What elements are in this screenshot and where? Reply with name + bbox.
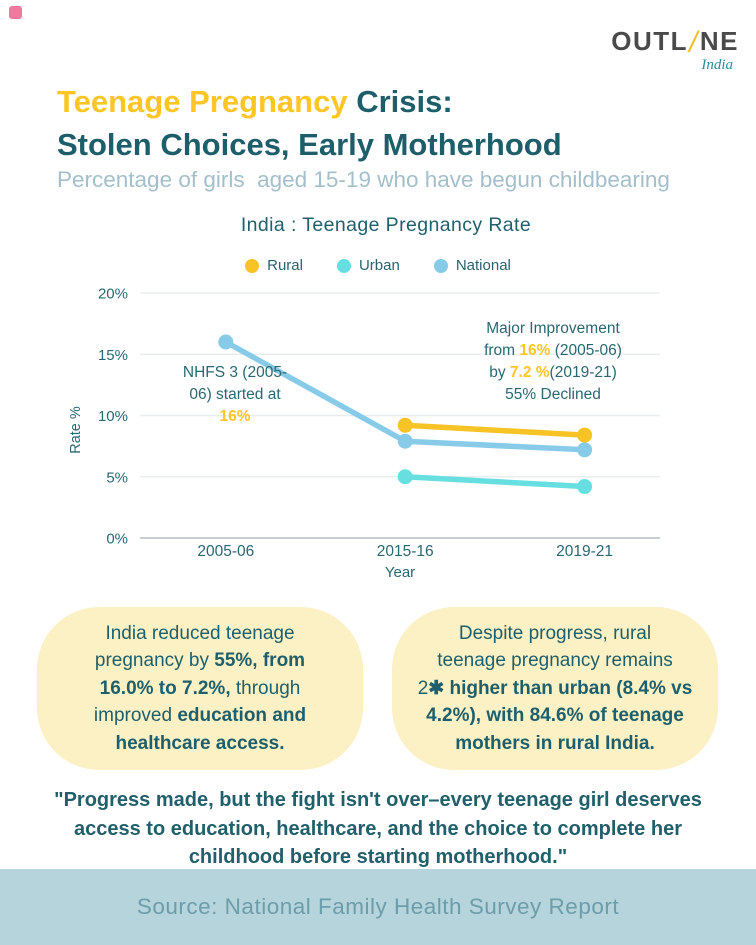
legend-label: Urban bbox=[358, 257, 400, 274]
text-segment: 16% bbox=[519, 342, 551, 359]
text-segment: 06) started at bbox=[189, 386, 281, 403]
y-tick-label: 15% bbox=[97, 346, 128, 364]
text-segment: NHFS 3 (2005- bbox=[182, 364, 288, 381]
legend-dot-icon bbox=[245, 259, 259, 273]
text-segment: teenage pregnancy remains bbox=[437, 650, 673, 672]
data-point-national bbox=[398, 434, 413, 449]
text-line bbox=[443, 384, 663, 406]
text-segment: education and bbox=[177, 705, 307, 727]
outline-india-logo bbox=[611, 26, 739, 73]
legend-item-urban bbox=[337, 257, 400, 274]
page-title-line1 bbox=[57, 80, 562, 123]
corner-marker bbox=[9, 6, 22, 19]
text-line bbox=[418, 675, 693, 703]
text-segment: 55% Declined bbox=[505, 386, 601, 403]
line-chart bbox=[60, 280, 700, 580]
text-line bbox=[94, 730, 306, 758]
y-tick-label: 0% bbox=[106, 530, 128, 548]
data-point-rural bbox=[398, 418, 413, 433]
series-line-rural bbox=[405, 425, 584, 435]
text-segment: Teenage Pregnancy bbox=[57, 84, 357, 119]
logo-part1: OUTL bbox=[611, 26, 689, 56]
page-title bbox=[57, 80, 562, 166]
text-segment: by bbox=[489, 364, 510, 381]
data-point-national bbox=[218, 335, 233, 350]
x-axis-title: Year bbox=[384, 564, 416, 581]
legend-item-national bbox=[434, 257, 511, 274]
text-segment: 7.2 % bbox=[509, 364, 550, 381]
text-segment: (2019-21) bbox=[549, 364, 617, 381]
logo-wordmark bbox=[611, 26, 739, 59]
text-line bbox=[160, 406, 310, 428]
text-line bbox=[23, 786, 733, 815]
text-line bbox=[443, 318, 663, 340]
callout-reduction bbox=[37, 607, 363, 770]
callout-rural-urban-text bbox=[418, 620, 693, 758]
annotation-start-value bbox=[160, 362, 310, 428]
footer-band bbox=[0, 869, 756, 945]
text-line bbox=[94, 702, 306, 730]
text-line bbox=[23, 815, 733, 844]
text-line bbox=[418, 702, 693, 730]
closing-quote bbox=[23, 786, 733, 872]
callout-reduction-text bbox=[94, 620, 306, 758]
legend-item-rural bbox=[245, 257, 303, 274]
data-point-national bbox=[577, 442, 592, 457]
chart-legend bbox=[0, 257, 756, 274]
text-segment: mothers in rural India. bbox=[455, 732, 655, 754]
text-line bbox=[443, 362, 663, 384]
text-segment: 2 bbox=[417, 677, 429, 699]
text-line bbox=[94, 647, 306, 675]
text-segment: Despite progress, rural bbox=[458, 622, 652, 644]
data-point-urban bbox=[398, 469, 413, 484]
text-segment: 4.2%), with 84.6% of teenage bbox=[426, 705, 684, 727]
text-segment: (2005-06) bbox=[550, 342, 622, 359]
y-axis-title: Rate % bbox=[68, 406, 84, 454]
text-segment: childhood before starting motherhood." bbox=[188, 846, 568, 868]
x-tick-label: 2005-06 bbox=[197, 543, 255, 560]
page-subtitle: Percentage of girls aged 15-19 who have begun childbearing bbox=[57, 167, 670, 192]
text-segment: improved bbox=[93, 705, 178, 727]
text-segment: from bbox=[484, 342, 520, 359]
text-line bbox=[94, 675, 306, 703]
y-tick-label: 10% bbox=[97, 408, 128, 425]
y-tick-label: 20% bbox=[97, 285, 128, 303]
text-segment: 16% bbox=[219, 408, 251, 425]
text-segment: India reduced teenage bbox=[105, 622, 295, 644]
text-line bbox=[160, 362, 310, 384]
callout-rural-urban bbox=[392, 607, 718, 770]
text-line bbox=[23, 843, 733, 872]
text-segment: Crisis: bbox=[356, 84, 453, 119]
text-segment: healthcare access. bbox=[115, 732, 285, 754]
text-line bbox=[418, 730, 693, 758]
text-segment: 55%, from bbox=[214, 650, 306, 672]
x-tick-label: 2019-21 bbox=[556, 543, 614, 560]
data-point-urban bbox=[577, 479, 592, 494]
annotation-improvement bbox=[443, 318, 663, 406]
page-title-line2: Stolen Choices, Early Motherhood bbox=[57, 127, 562, 162]
legend-dot-icon bbox=[337, 259, 351, 273]
source-text: Source: National Family Health Survey Report bbox=[136, 894, 620, 919]
text-line bbox=[418, 620, 693, 648]
text-segment: "Progress made, but the fight isn't over–every teenage girl deserves bbox=[54, 789, 702, 811]
text-line bbox=[418, 647, 693, 675]
x-tick-label: 2015-16 bbox=[376, 543, 434, 560]
text-segment: through bbox=[230, 677, 301, 699]
logo-part2: NE bbox=[699, 26, 739, 56]
data-point-rural bbox=[577, 428, 592, 443]
text-line bbox=[94, 620, 306, 648]
legend-dot-icon bbox=[434, 259, 448, 273]
text-segment: access to education, healthcare, and the choice to complete her bbox=[74, 817, 682, 840]
y-tick-label: 5% bbox=[106, 469, 128, 487]
logo-subtext: India bbox=[701, 57, 733, 73]
logo-slash-icon: / bbox=[689, 26, 699, 59]
text-line bbox=[443, 340, 663, 362]
text-line bbox=[160, 384, 310, 406]
series-line-urban bbox=[405, 477, 584, 487]
text-segment: pregnancy by bbox=[94, 650, 215, 672]
text-segment: ✱ higher than urban (8.4% vs bbox=[428, 677, 693, 699]
legend-label: Rural bbox=[267, 257, 303, 274]
chart-title: India : Teenage Pregnancy Rate bbox=[240, 214, 532, 236]
text-segment: Major Improvement bbox=[486, 320, 620, 337]
text-segment: 16.0% to 7.2%, bbox=[99, 677, 231, 699]
legend-label: National bbox=[455, 257, 511, 274]
